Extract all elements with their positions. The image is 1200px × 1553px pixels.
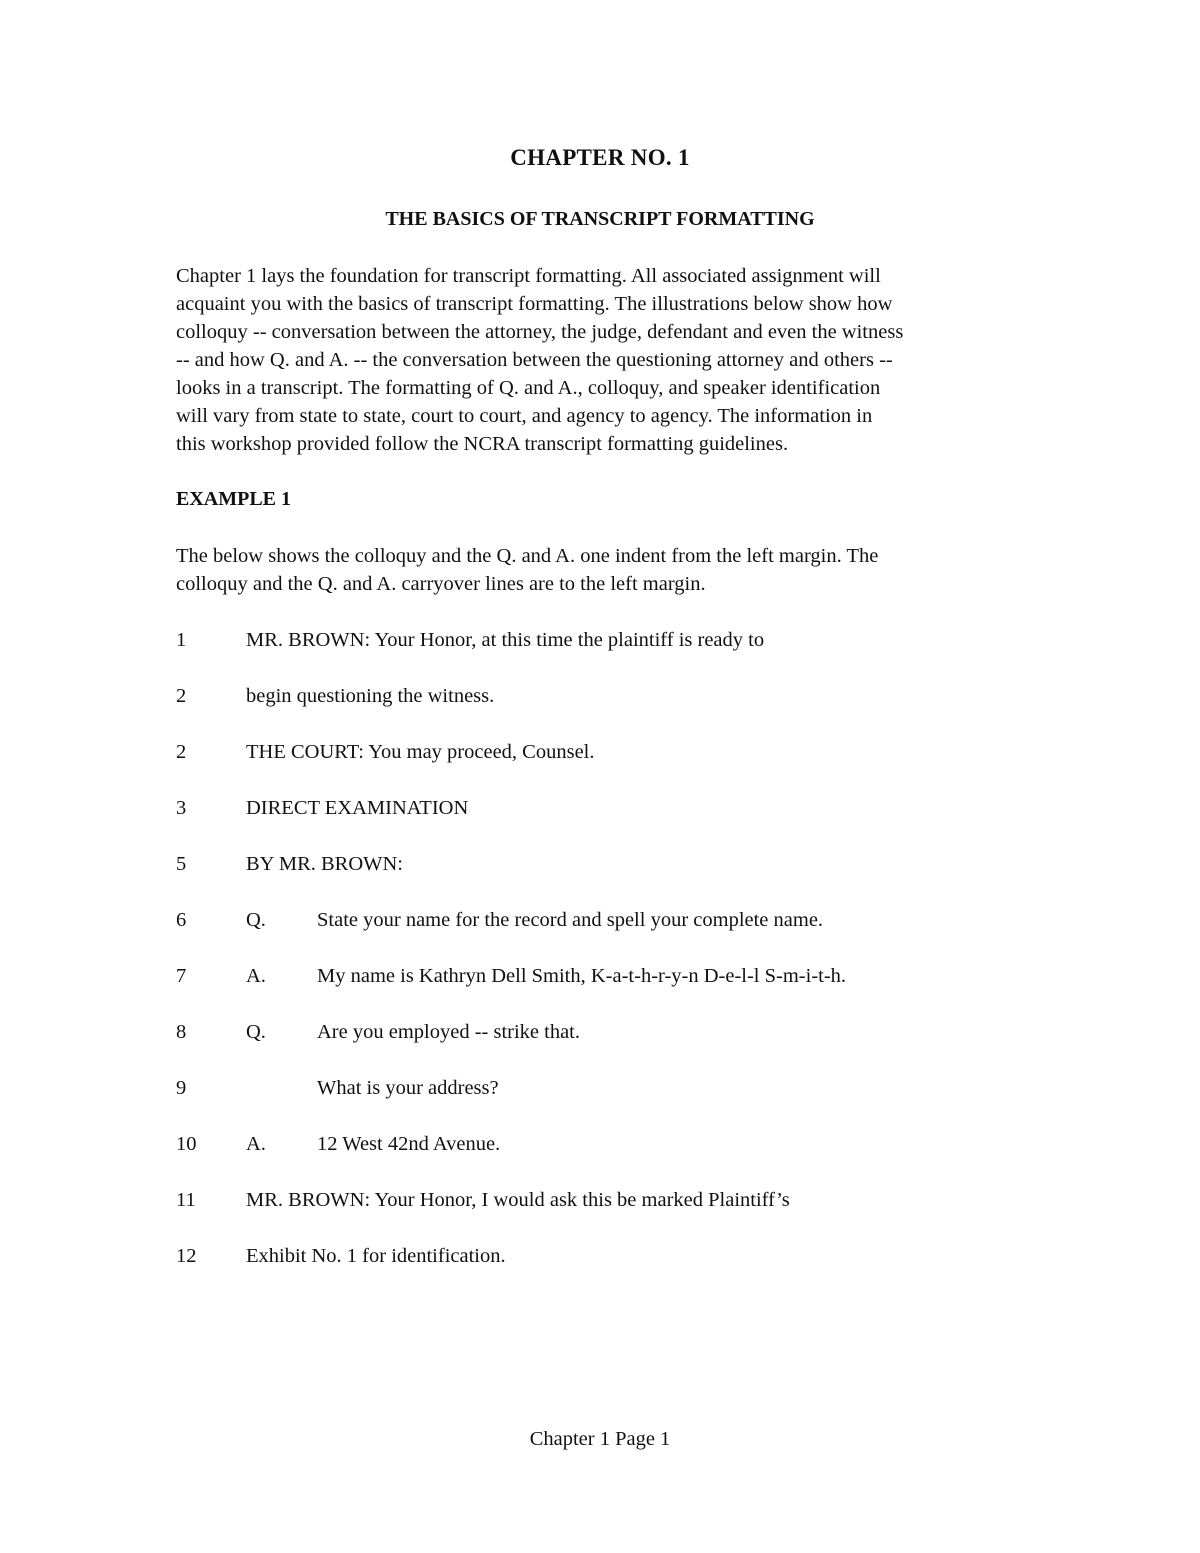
- transcript-text: What is your address?: [317, 1077, 499, 1099]
- line-number: 12: [176, 1245, 197, 1267]
- transcript-text: MR. BROWN: Your Honor, I would ask this be marked Plaintiff’s: [246, 1189, 790, 1211]
- qa-marker: A.: [246, 965, 266, 987]
- page-footer: Chapter 1 Page 1: [529, 1428, 671, 1450]
- qa-marker: Q.: [246, 1021, 266, 1043]
- transcript-line: [176, 1242, 1026, 1298]
- transcript-example: [176, 626, 1026, 1298]
- transcript-line: [176, 682, 1026, 738]
- line-number: 5: [176, 853, 187, 875]
- line-number: 7: [176, 965, 187, 987]
- line-number: 9: [176, 1077, 187, 1099]
- transcript-line: [176, 906, 1026, 962]
- example-heading: EXAMPLE 1: [176, 488, 291, 510]
- transcript-line: [176, 1074, 1026, 1130]
- intro-paragraph: [176, 262, 1026, 458]
- intro-line: this workshop provided follow the NCRA transcript formatting guidelines.: [176, 433, 789, 455]
- transcript-text: BY MR. BROWN:: [246, 853, 403, 875]
- transcript-line: [176, 1186, 1026, 1242]
- line-number: 10: [176, 1133, 197, 1155]
- transcript-line: [176, 962, 1026, 1018]
- transcript-text: Exhibit No. 1 for identification.: [246, 1245, 506, 1267]
- qa-marker: Q.: [246, 909, 266, 931]
- intro-line: colloquy -- conversation between the attorney, the judge, defendant and even the witness: [176, 321, 904, 343]
- chapter-subtitle: THE BASICS OF TRANSCRIPT FORMATTING: [385, 208, 815, 230]
- transcript-text: begin questioning the witness.: [246, 685, 495, 707]
- line-number: 2: [176, 741, 187, 763]
- example-description-line: colloquy and the Q. and A. carryover lines are to the left margin.: [176, 573, 706, 595]
- intro-line: -- and how Q. and A. -- the conversation between the questioning attorney and others --: [176, 349, 893, 371]
- transcript-line: [176, 1018, 1026, 1074]
- line-number: 3: [176, 797, 187, 819]
- transcript-line: [176, 626, 1026, 682]
- qa-marker: A.: [246, 1133, 266, 1155]
- intro-line: will vary from state to state, court to court, and agency to agency. The information in: [176, 405, 873, 427]
- line-number: 6: [176, 909, 187, 931]
- line-number: 2: [176, 685, 187, 707]
- transcript-line: [176, 1130, 1026, 1186]
- intro-line: acquaint you with the basics of transcript formatting. The illustrations below show how: [176, 293, 893, 315]
- example-description-line: The below shows the colloquy and the Q. and A. one indent from the left margin. The: [176, 545, 879, 567]
- line-number: 8: [176, 1021, 187, 1043]
- transcript-text: 12 West 42nd Avenue.: [317, 1133, 501, 1155]
- transcript-line: [176, 850, 1026, 906]
- transcript-text: DIRECT EXAMINATION: [246, 797, 469, 819]
- transcript-line: [176, 738, 1026, 794]
- transcript-text: My name is Kathryn Dell Smith, K-a-t-h-r-y-n D-e-l-l S-m-i-t-h.: [317, 965, 847, 987]
- line-number: 1: [176, 629, 187, 651]
- chapter-title: CHAPTER NO. 1: [510, 145, 690, 170]
- intro-line: looks in a transcript. The formatting of Q. and A., colloquy, and speaker identification: [176, 377, 881, 399]
- transcript-text: THE COURT: You may proceed, Counsel.: [246, 741, 595, 763]
- transcript-line: [176, 794, 1026, 850]
- intro-line: Chapter 1 lays the foundation for transcript formatting. All associated assignment will: [176, 265, 881, 287]
- transcript-text: MR. BROWN: Your Honor, at this time the plaintiff is ready to: [246, 629, 765, 651]
- example-description: [176, 542, 1026, 598]
- line-number: 11: [176, 1189, 196, 1211]
- transcript-text: State your name for the record and spell your complete name.: [317, 909, 824, 931]
- transcript-text: Are you employed -- strike that.: [317, 1021, 581, 1043]
